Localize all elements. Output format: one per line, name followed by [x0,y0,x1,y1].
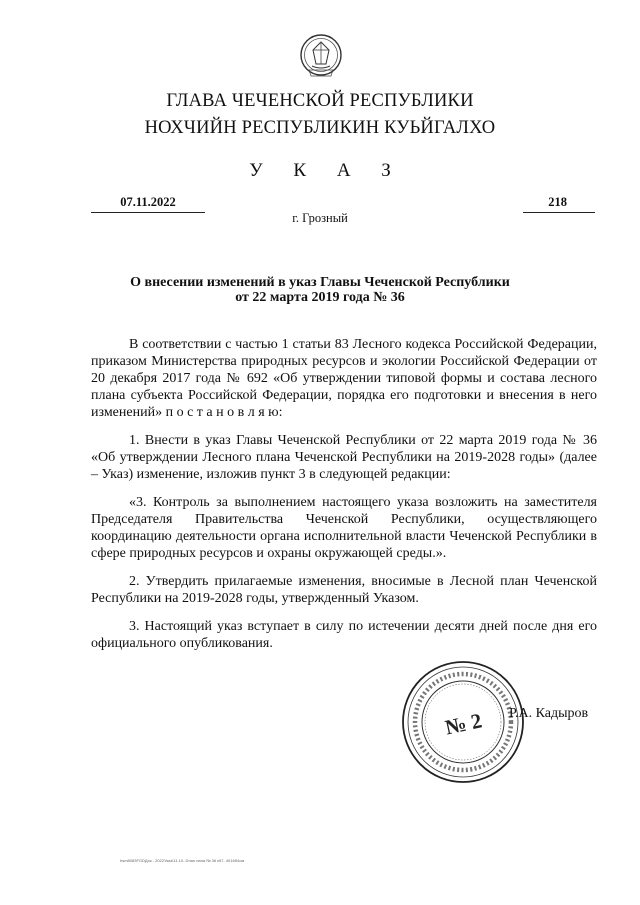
document-type: У К А З [249,160,404,181]
paragraph-item-2: 2. Утвердить прилагаемые изменения, вносимые в Лесной план Чеченской Республики на 2019-2028 годы, утвержденный Указом. [91,574,597,606]
paragraph-quote: «3. Контроль за выполнением настоящего указа возложить на заместителя Председателя Правительства Чеченской Республики, осуществляющего координацию деятельности органа исполнительной власти Чеченской Республики в сфере природных ресурсов и охраны окружающей среды.». [91,495,597,561]
document-city: г. Грозный [292,211,348,225]
stamp-center-text: № 2 [442,708,484,740]
title-line-2: от 22 марта 2019 года № 36 [235,290,405,305]
official-stamp [401,660,525,784]
emblem-icon [299,30,343,80]
document-number: 218 [523,195,595,213]
document-body [91,336,597,652]
paragraph-preamble: В соответствии с частью 1 статьи 83 Лесного кодекса Российской Федерации, приказом Министерства природных ресурсов и экологии Российской Федерации от 20 декабря 2017 года № 692 «Об утверждении типовой формы и состава лесного плана субъекта Российской Федерации, порядка его подготовки и внесения в него изменений» п о с т а н о в л я ю: [91,337,597,420]
header-line-1: ГЛАВА ЧЕЧЕНСКОЙ РЕСПУБЛИКИ [166,91,474,111]
document-date: 07.11.2022 [91,195,205,213]
paragraph-item-1: 1. Внести в указ Главы Чеченской Республики от 22 марта 2019 года № 36 «Об утверждении Лесного плана Чеченской Республики на 2019-2028 годы» (далее – Указ) изменение, изложив пункт 3 в следующей редакции: [91,433,597,482]
paragraph-item-3: 3. Настоящий указ вступает в силу по истечении десяти дней после дня его официального опубликования. [91,619,597,651]
footer-reference: hsm8083FGDДок - 2022Указ\11.10- Dнan нана № 36 к57- 4016б4ом [120,858,245,863]
header-line-2: НОХЧИЙН РЕСПУБЛИКИН КУЬЙГАЛХО [144,118,496,138]
document-title [0,275,640,305]
title-line-1: О внесении изменений в указ Главы Чеченской Республики [130,275,510,290]
signatory-name: Р.А. Кадыров [509,706,589,721]
